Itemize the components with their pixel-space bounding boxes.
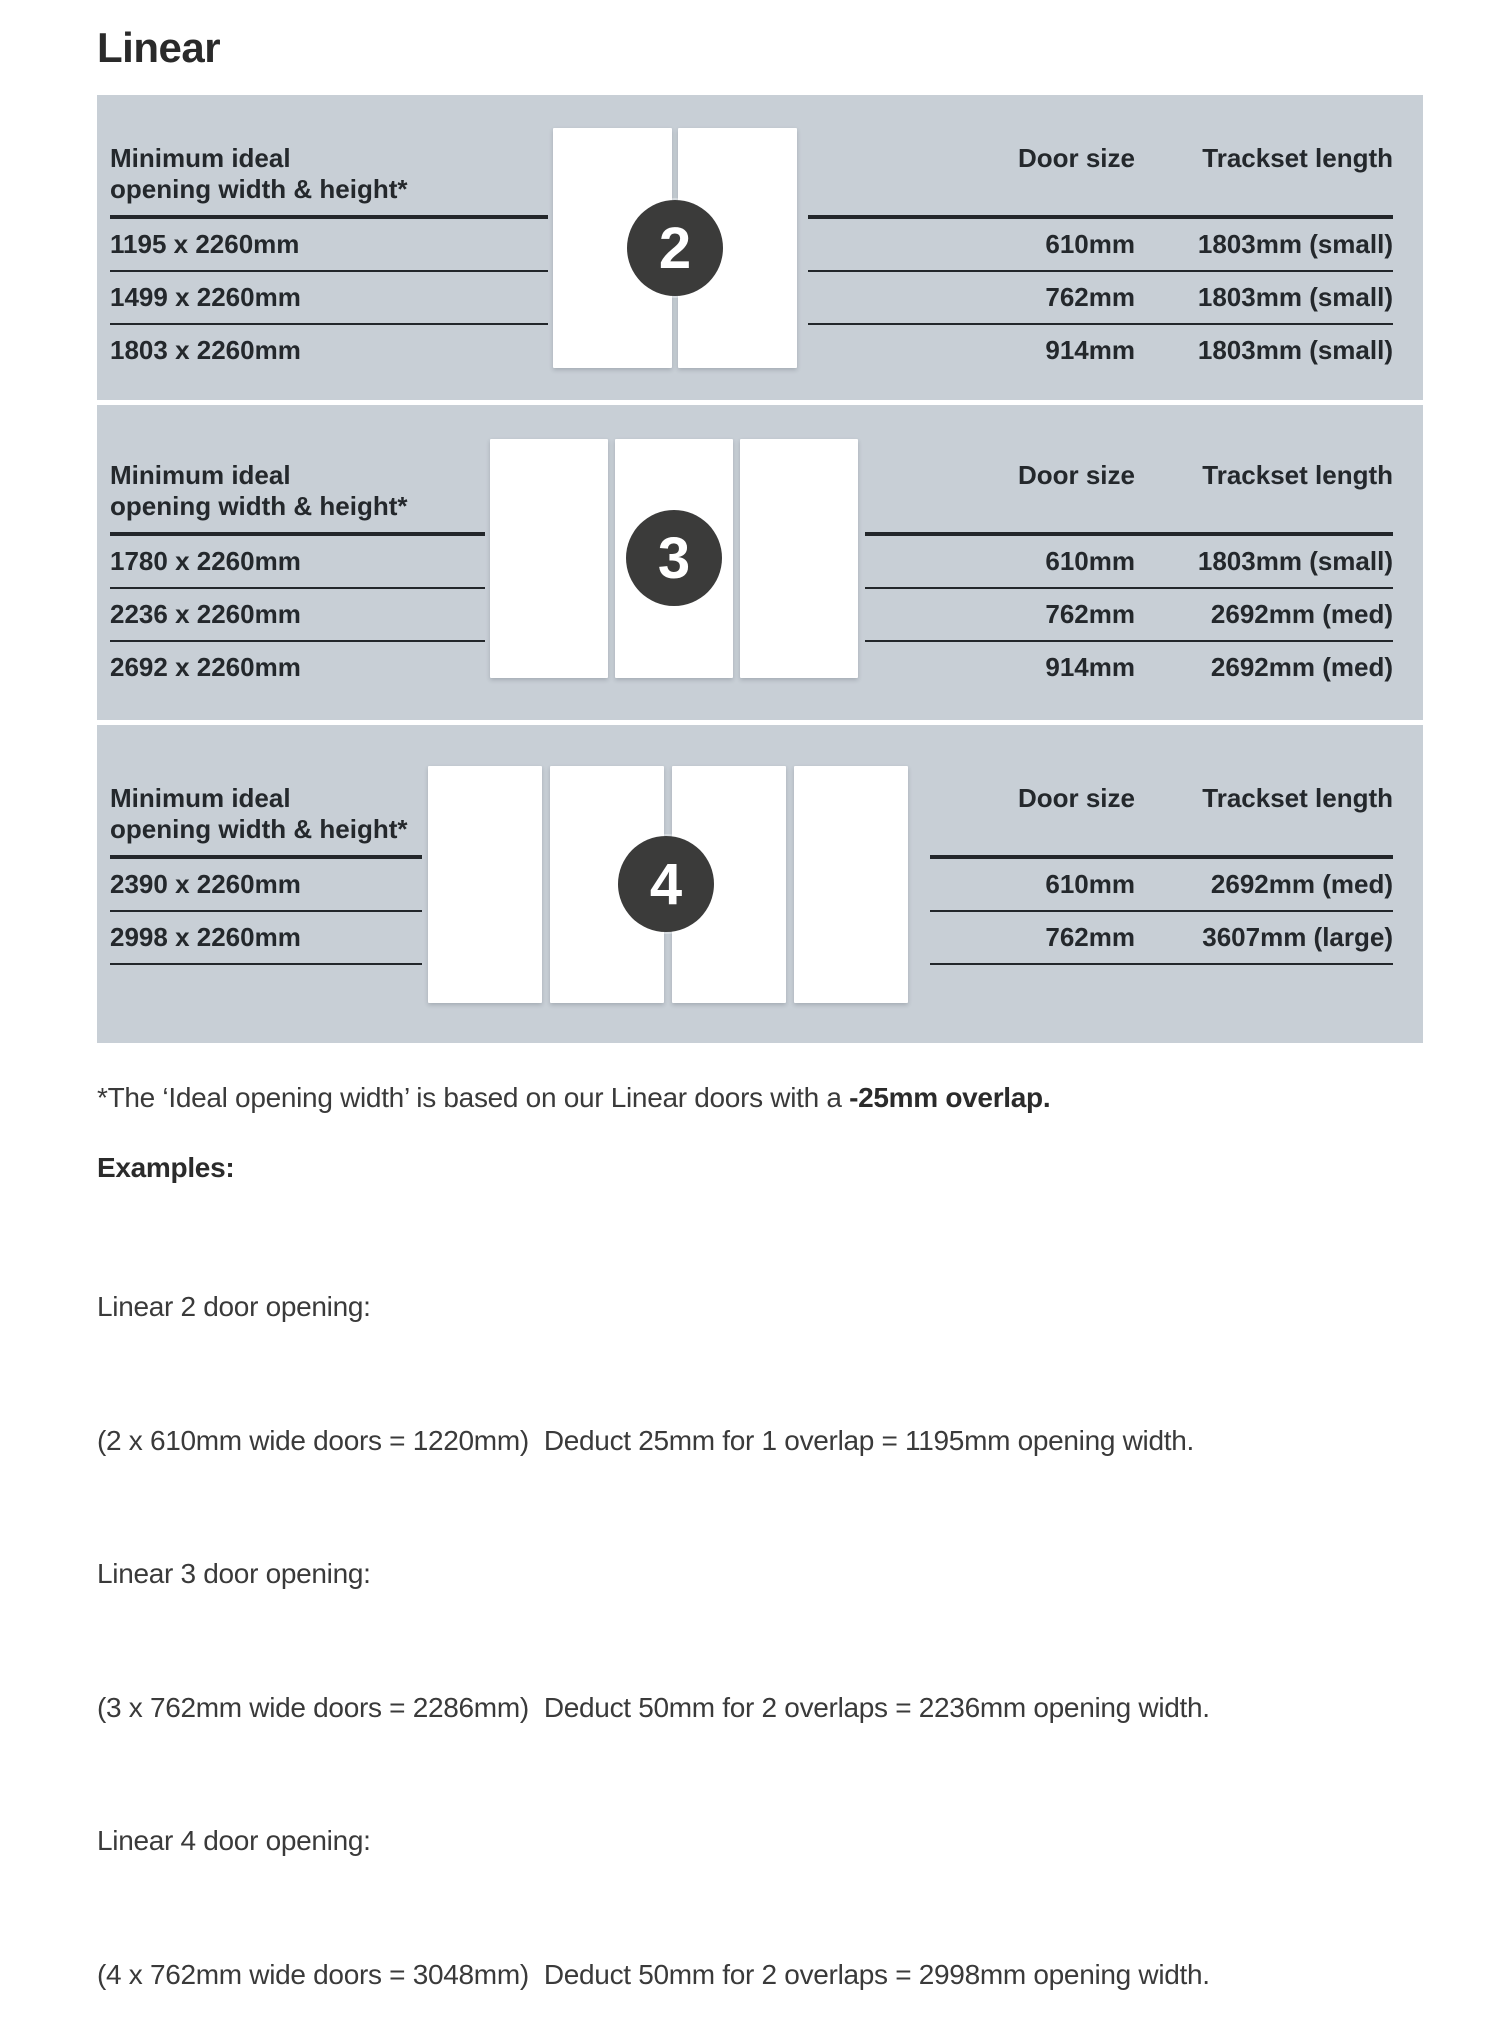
opening-size-table: [110, 783, 422, 965]
example-label: Linear 2 door opening:: [97, 1291, 371, 1322]
table-row: 1499 x 2260mm: [110, 272, 548, 325]
opening-size-header-line1: Minimum ideal: [110, 783, 291, 813]
door-trackset-header: [808, 143, 1393, 215]
opening-size-header-line2: opening width & height*: [110, 814, 408, 844]
table-row: [808, 272, 1393, 325]
door-panel: [794, 766, 908, 1003]
opening-size-header-line1: Minimum ideal: [110, 143, 291, 173]
trackset-column-header: Trackset length: [1202, 143, 1393, 173]
examples-heading: Examples:: [97, 1152, 235, 1183]
trackset-cell: 1803mm (small): [1197, 229, 1393, 259]
table-row: 2236 x 2260mm: [110, 589, 485, 642]
door-size-cell: 610mm: [1045, 869, 1135, 899]
door-size-column-header: Door size: [1017, 143, 1135, 173]
footnote-bold: -25mm overlap.: [849, 1082, 1051, 1113]
section-divider: [97, 720, 1423, 725]
spec-panel: [97, 95, 1423, 1043]
door-size-cell: 762mm: [1045, 922, 1135, 952]
opening-size-header-line2: opening width & height*: [110, 491, 408, 521]
door-size-column-header: Door size: [1017, 783, 1135, 813]
trackset-cell: 1803mm (small): [1197, 546, 1393, 576]
door-count-badge: 4: [618, 836, 714, 932]
table-row: 2390 x 2260mm: [110, 859, 422, 912]
door-size-cell: 762mm: [1045, 599, 1135, 629]
trackset-cell: 1803mm (small): [1197, 335, 1393, 365]
trackset-cell: 1803mm (small): [1197, 282, 1393, 312]
table-row: [865, 642, 1393, 693]
door-trackset-header: [865, 460, 1393, 532]
footnote: [97, 1082, 1050, 1114]
example-label: Linear 3 door opening:: [97, 1558, 371, 1589]
section-divider: [97, 400, 1423, 405]
door-size-cell: 914mm: [1045, 335, 1135, 365]
footnote-text: *The ‘Ideal opening width’ is based on our Linear doors with a: [97, 1082, 850, 1113]
table-row: [808, 219, 1393, 272]
opening-size-header-line1: Minimum ideal: [110, 460, 291, 490]
opening-size-header: [110, 460, 485, 532]
door-trackset-table: [865, 460, 1393, 693]
table-row: 1195 x 2260mm: [110, 219, 548, 272]
example-detail: (3 x 762mm wide doors = 2286mm) Deduct 50mm for 2 overlaps = 2236mm opening width.: [97, 1691, 1210, 1723]
door-size-cell: 914mm: [1045, 652, 1135, 682]
door-size-column-header: Door size: [1017, 460, 1135, 490]
trackset-column-header: Trackset length: [1202, 783, 1393, 813]
table-row: [865, 589, 1393, 642]
door-panel: [740, 439, 858, 678]
door-size-cell: 762mm: [1045, 282, 1135, 312]
table-row: [930, 912, 1393, 965]
door-trackset-header: [930, 783, 1393, 855]
door-panel: [490, 439, 608, 678]
door-count-badge: 2: [627, 200, 723, 296]
door-count-badge: 3: [626, 510, 722, 606]
door-size-cell: 610mm: [1045, 229, 1135, 259]
table-row: [865, 536, 1393, 589]
opening-size-header: [110, 783, 422, 855]
trackset-column-header: Trackset length: [1202, 460, 1393, 490]
example-detail: (2 x 610mm wide doors = 1220mm) Deduct 25mm for 1 overlap = 1195mm opening width.: [97, 1424, 1194, 1456]
door-trackset-table: [808, 143, 1393, 376]
table-row: 2692 x 2260mm: [110, 652, 301, 682]
example-label: Linear 4 door opening:: [97, 1825, 371, 1856]
opening-size-header: [110, 143, 548, 215]
trackset-cell: 2692mm (med): [1210, 652, 1393, 682]
door-trackset-table: [930, 783, 1393, 965]
table-row: 2998 x 2260mm: [110, 912, 422, 965]
trackset-cell: 2692mm (med): [1210, 869, 1393, 899]
examples-list: [97, 1196, 1210, 2042]
opening-size-header-line2: opening width & height*: [110, 174, 408, 204]
trackset-cell: 2692mm (med): [1210, 599, 1393, 629]
table-row: 1780 x 2260mm: [110, 536, 485, 589]
door-panel: [428, 766, 542, 1003]
opening-size-table: [110, 143, 548, 376]
table-row: [930, 859, 1393, 912]
opening-size-table: [110, 460, 485, 693]
trackset-cell: 3607mm (large): [1202, 922, 1393, 952]
table-row: [808, 325, 1393, 376]
table-row: 1803 x 2260mm: [110, 335, 301, 365]
page-title: Linear: [97, 24, 221, 71]
example-detail: (4 x 762mm wide doors = 3048mm) Deduct 50mm for 2 overlaps = 2998mm opening width.: [97, 1958, 1210, 1990]
door-size-cell: 610mm: [1045, 546, 1135, 576]
